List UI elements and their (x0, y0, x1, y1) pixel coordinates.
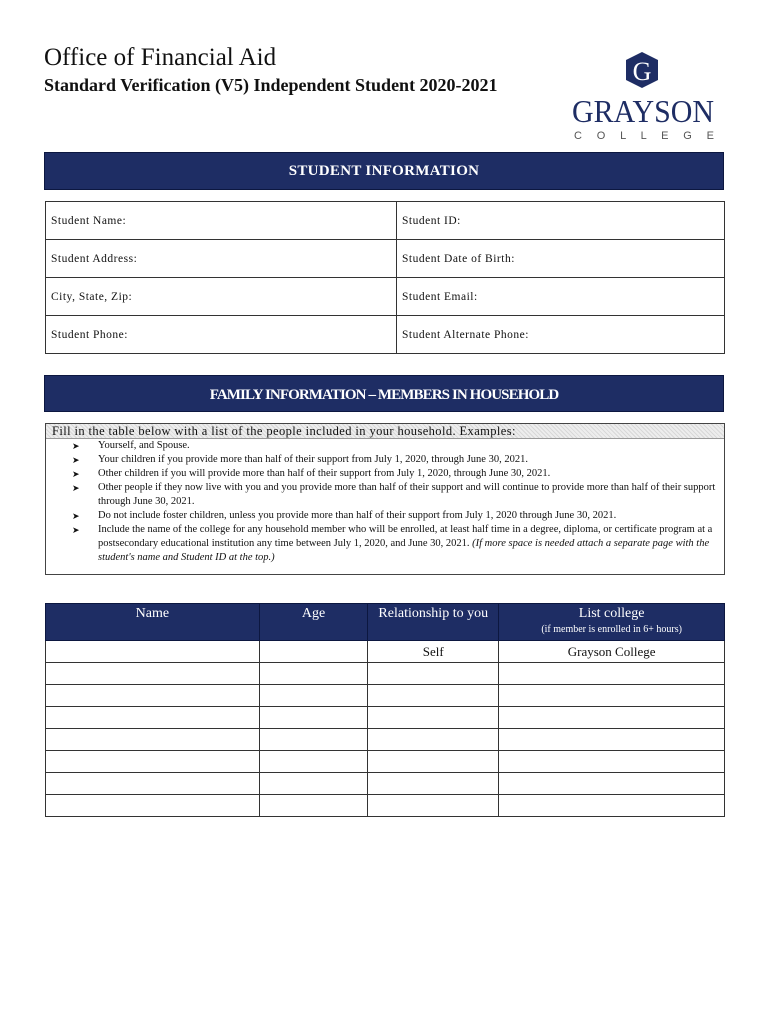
age-cell[interactable] (259, 641, 368, 663)
relationship-cell[interactable] (368, 751, 499, 773)
attach-page-note: (If more space is needed attach a separate page with the student's name and Student ID at the top.) (98, 538, 710, 563)
relationship-cell[interactable]: Self (368, 641, 499, 663)
student-dob-field[interactable]: Student Date of Birth: (397, 240, 725, 278)
list-item: ➤ Your children if you provide more than half of their support from July 1, 2020, through June 30, 2021. (72, 454, 528, 465)
arrow-bullet-icon: ➤ (72, 469, 80, 479)
logo-name: GRAYSON (572, 93, 714, 129)
list-item: ➤ Include the name of the college for any household member who will be enrolled, at least half time in a degree, diploma, or certificate program at a postsecondary educational institution any time between July 1, 2020, and June 30, 2021. (If more space is needed attach a separate page with the student's name and Student ID at the top.) (72, 524, 713, 563)
age-cell[interactable] (259, 773, 368, 795)
age-cell[interactable] (259, 663, 368, 685)
student-id-field[interactable]: Student ID: (397, 202, 725, 240)
family-examples-list (46, 439, 724, 565)
college-cell[interactable] (499, 773, 725, 795)
college-cell[interactable] (499, 795, 725, 817)
student-address-field[interactable]: Student Address: (46, 240, 397, 278)
table-row (46, 663, 725, 685)
age-cell[interactable] (259, 707, 368, 729)
student-alt-phone-field[interactable]: Student Alternate Phone: (397, 316, 725, 354)
list-item: ➤ Yourself, and Spouse. (72, 440, 190, 451)
relationship-cell[interactable] (368, 707, 499, 729)
logo-letter: G (632, 57, 652, 86)
table-header-row (46, 604, 725, 641)
college-cell[interactable] (499, 663, 725, 685)
table-row (46, 278, 725, 316)
table-row (46, 707, 725, 729)
name-cell[interactable] (46, 751, 260, 773)
arrow-bullet-icon: ➤ (72, 483, 80, 493)
student-phone-field[interactable]: Student Phone: (46, 316, 397, 354)
grayson-college-logo (572, 52, 722, 142)
name-cell[interactable] (46, 707, 260, 729)
arrow-bullet-icon: ➤ (72, 455, 80, 465)
name-cell[interactable] (46, 729, 260, 751)
table-row (46, 316, 725, 354)
list-item: ➤ Other children if you will provide more than half of their support from July 1, 2020, through June 30, 2021. (72, 468, 551, 479)
college-cell[interactable] (499, 707, 725, 729)
form-subtitle: Standard Verification (V5) Independent Student 2020-2021 (44, 75, 498, 95)
age-cell[interactable] (259, 729, 368, 751)
age-cell[interactable] (259, 795, 368, 817)
relationship-column-header: Relationship to you (368, 604, 499, 641)
relationship-cell[interactable] (368, 663, 499, 685)
table-row (46, 795, 725, 817)
arrow-bullet-icon: ➤ (72, 525, 80, 535)
table-row (46, 685, 725, 707)
list-item: ➤ Do not include foster children, unless you provide more than half of their support from July 1, 2020 through June 30, 2021. (72, 510, 617, 521)
relationship-cell[interactable] (368, 773, 499, 795)
table-row (46, 641, 725, 663)
college-cell[interactable] (499, 685, 725, 707)
college-cell[interactable] (499, 751, 725, 773)
logo-sub: C O L L E G E (574, 130, 714, 142)
household-members-table (45, 603, 725, 817)
table-row (46, 729, 725, 751)
family-instructions-box (45, 423, 725, 575)
student-email-field[interactable]: Student Email: (397, 278, 725, 316)
relationship-cell[interactable] (368, 795, 499, 817)
age-cell[interactable] (259, 685, 368, 707)
family-intro: Fill in the table below with a list of the people included in your household. Examples: (46, 424, 724, 439)
age-cell[interactable] (259, 751, 368, 773)
table-row (46, 773, 725, 795)
name-cell[interactable] (46, 773, 260, 795)
table-row (46, 240, 725, 278)
name-cell[interactable] (46, 795, 260, 817)
family-information-header: FAMILY INFORMATION – MEMBERS IN HOUSEHOLD (44, 375, 724, 412)
college-note: (if member is enrolled in 6+ hours) (541, 624, 682, 635)
student-name-field[interactable]: Student Name: (46, 202, 397, 240)
age-column-header: Age (259, 604, 368, 641)
college-cell[interactable]: Grayson College (499, 641, 725, 663)
page-title: Office of Financial Aid (44, 44, 277, 71)
table-row (46, 751, 725, 773)
table-row (46, 202, 725, 240)
list-item: ➤ Other people if they now live with you and you provide more than half of their support and will continue to provide more than half of their support through June 30, 2021. (72, 482, 716, 507)
name-cell[interactable] (46, 685, 260, 707)
name-cell[interactable] (46, 641, 260, 663)
arrow-bullet-icon: ➤ (72, 511, 80, 521)
student-information-header: STUDENT INFORMATION (44, 152, 724, 190)
arrow-bullet-icon: ➤ (72, 441, 80, 451)
relationship-cell[interactable] (368, 685, 499, 707)
name-column-header: Name (46, 604, 260, 641)
college-column-header: List college (if member is enrolled in 6+ hours) (499, 604, 725, 641)
college-cell[interactable] (499, 729, 725, 751)
relationship-cell[interactable] (368, 729, 499, 751)
name-cell[interactable] (46, 663, 260, 685)
student-info-table (45, 201, 725, 354)
city-state-zip-field[interactable]: City, State, Zip: (46, 278, 397, 316)
